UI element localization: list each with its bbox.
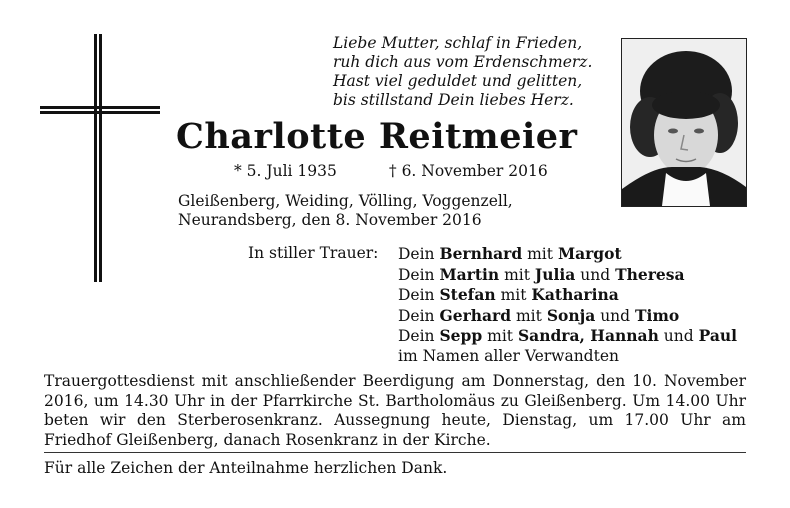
- places-line: Neurandsberg, den 8. November 2016: [178, 211, 482, 229]
- mourner-name: Theresa: [615, 264, 685, 284]
- mourner-row: [398, 347, 737, 367]
- mourner-name: Timo: [635, 305, 680, 325]
- mourner-name: Martin: [439, 264, 500, 284]
- poem-line: Hast viel geduldet und gelitten,: [333, 72, 583, 90]
- mourner-text: und: [595, 306, 636, 325]
- portrait-image: [622, 39, 746, 206]
- mourner-row: [398, 285, 737, 306]
- poem-line: Liebe Mutter, schlaf in Frieden,: [333, 34, 583, 52]
- mourner-name: Bernhard: [439, 244, 523, 263]
- mourner-row: [398, 306, 737, 327]
- mourner-text: Dein: [398, 327, 440, 345]
- mourner-name: Stefan: [439, 285, 496, 304]
- cross-icon: [40, 34, 160, 282]
- places-line: Gleißenberg, Weiding, Völling, Voggenzell,: [178, 192, 513, 210]
- mourners-label: In stiller Trauer:: [248, 244, 379, 262]
- mourners-list: [398, 244, 737, 366]
- death-date: † 6. November 2016: [388, 162, 548, 180]
- poem: [333, 34, 613, 110]
- poem-line: bis stillstand Dein liebes Herz.: [333, 91, 574, 109]
- mourner-name: Sonja: [546, 305, 596, 325]
- mourner-text: und: [658, 327, 699, 345]
- mourner-text: mit: [522, 245, 558, 263]
- mourner-text: mit: [511, 306, 547, 325]
- mourner-row: [398, 244, 737, 265]
- mourner-text: im Namen aller Verwandten: [398, 346, 619, 365]
- mourner-text: Dein: [398, 245, 440, 263]
- birth-date: * 5. Juli 1935: [234, 162, 337, 180]
- mourner-name: Julia: [534, 264, 576, 284]
- places-and-date: [178, 192, 513, 230]
- portrait-photo: [621, 38, 747, 207]
- mourner-row: [398, 326, 737, 347]
- mourner-name: Katharina: [531, 285, 619, 304]
- mourner-text: und: [575, 265, 616, 284]
- mourner-name: Gerhard: [439, 305, 512, 325]
- mourner-name: Margot: [557, 244, 622, 263]
- mourner-text: mit: [482, 327, 518, 345]
- divider: [44, 452, 746, 453]
- mourner-text: mit: [495, 286, 532, 304]
- mourner-text: Dein: [398, 306, 440, 325]
- mourner-name: Sepp: [439, 326, 483, 345]
- poem-line: ruh dich aus vom Erdenschmerz.: [333, 53, 593, 71]
- mourner-row: [398, 265, 737, 286]
- life-dates: [234, 162, 548, 180]
- mourner-text: Dein: [398, 265, 440, 284]
- mourner-name: Paul: [698, 326, 738, 345]
- funeral-service-text: Trauergottesdienst mit anschließender Beerdigung am Donnerstag, den 10. November 2016, um 14.30 Uhr in der Pfarrkirche St. Bartholomäus zu Gleißenberg. Um 14.00 Uhr beten wir den Sterberosenkranz. Aussegnung heute, Dienstag, um 17.00 Uhr am Friedhof Gleißenberg, danach Rosenkranz in der Kirche.: [44, 372, 746, 449]
- thanks-text: Für alle Zeichen der Anteilnahme herzlichen Dank.: [44, 459, 448, 477]
- mourner-name: Sandra, Hannah: [517, 326, 659, 345]
- mourner-text: mit: [499, 265, 535, 284]
- deceased-name: Charlotte Reitmeier: [176, 116, 578, 157]
- mourner-text: Dein: [398, 286, 440, 304]
